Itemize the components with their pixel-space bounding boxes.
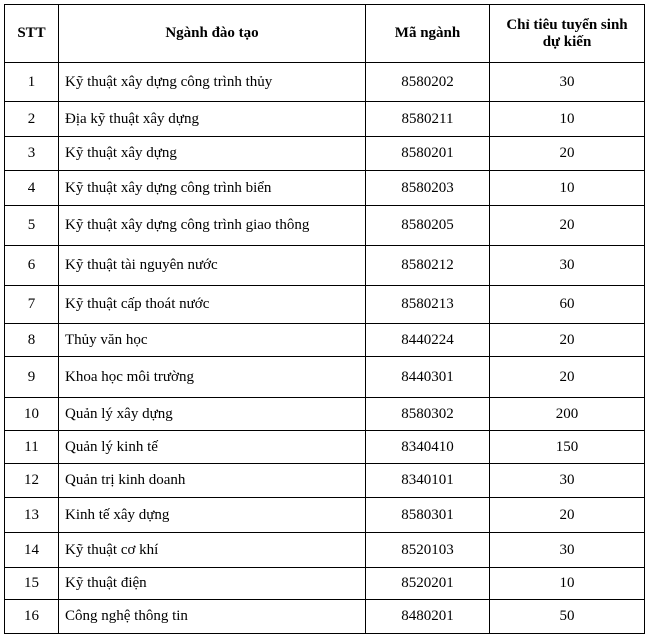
table-row bbox=[5, 600, 645, 634]
cell-code: 8440301 bbox=[366, 357, 490, 398]
table-row bbox=[5, 286, 645, 324]
cell-quota: 20 bbox=[490, 137, 645, 171]
cell-major: Kỹ thuật tài nguyên nước bbox=[59, 246, 366, 286]
cell-stt: 6 bbox=[5, 246, 59, 286]
table-row bbox=[5, 464, 645, 498]
cell-code: 8580301 bbox=[366, 498, 490, 533]
cell-code: 8580211 bbox=[366, 102, 490, 137]
cell-stt: 16 bbox=[5, 600, 59, 634]
cell-major: Kỹ thuật cơ khí bbox=[59, 533, 366, 568]
cell-major: Quản lý kinh tế bbox=[59, 431, 366, 464]
cell-major: Kỹ thuật xây dựng công trình thủy bbox=[59, 63, 366, 102]
cell-stt: 10 bbox=[5, 398, 59, 431]
table-row bbox=[5, 568, 645, 600]
table-row bbox=[5, 498, 645, 533]
table-row bbox=[5, 102, 645, 137]
cell-quota: 10 bbox=[490, 102, 645, 137]
cell-major: Công nghệ thông tin bbox=[59, 600, 366, 634]
cell-quota: 150 bbox=[490, 431, 645, 464]
table-row bbox=[5, 431, 645, 464]
cell-quota: 20 bbox=[490, 324, 645, 357]
table-row bbox=[5, 357, 645, 398]
cell-major: Địa kỹ thuật xây dựng bbox=[59, 102, 366, 137]
cell-major: Quản trị kinh doanh bbox=[59, 464, 366, 498]
cell-code: 8580203 bbox=[366, 171, 490, 206]
table-body bbox=[5, 63, 645, 634]
header-major: Ngành đào tạo bbox=[59, 5, 366, 63]
cell-stt: 8 bbox=[5, 324, 59, 357]
cell-quota: 20 bbox=[490, 357, 645, 398]
table-row bbox=[5, 533, 645, 568]
table-row bbox=[5, 206, 645, 246]
cell-quota: 30 bbox=[490, 533, 645, 568]
cell-major: Kỹ thuật điện bbox=[59, 568, 366, 600]
cell-code: 8340410 bbox=[366, 431, 490, 464]
cell-stt: 4 bbox=[5, 171, 59, 206]
cell-major: Quản lý xây dựng bbox=[59, 398, 366, 431]
cell-quota: 30 bbox=[490, 464, 645, 498]
cell-quota: 30 bbox=[490, 246, 645, 286]
cell-quota: 20 bbox=[490, 206, 645, 246]
cell-stt: 7 bbox=[5, 286, 59, 324]
table-row bbox=[5, 398, 645, 431]
cell-code: 8580205 bbox=[366, 206, 490, 246]
cell-code: 8580201 bbox=[366, 137, 490, 171]
cell-major: Khoa học môi trường bbox=[59, 357, 366, 398]
cell-stt: 13 bbox=[5, 498, 59, 533]
cell-stt: 9 bbox=[5, 357, 59, 398]
cell-quota: 200 bbox=[490, 398, 645, 431]
cell-major: Kỹ thuật xây dựng bbox=[59, 137, 366, 171]
cell-stt: 5 bbox=[5, 206, 59, 246]
cell-quota: 10 bbox=[490, 568, 645, 600]
cell-quota: 20 bbox=[490, 498, 645, 533]
cell-major: Kỹ thuật xây dựng công trình giao thông bbox=[59, 206, 366, 246]
cell-code: 8580213 bbox=[366, 286, 490, 324]
cell-quota: 10 bbox=[490, 171, 645, 206]
table-row bbox=[5, 324, 645, 357]
cell-quota: 60 bbox=[490, 286, 645, 324]
cell-code: 8580212 bbox=[366, 246, 490, 286]
cell-code: 8520103 bbox=[366, 533, 490, 568]
cell-stt: 12 bbox=[5, 464, 59, 498]
cell-stt: 1 bbox=[5, 63, 59, 102]
cell-stt: 15 bbox=[5, 568, 59, 600]
cell-code: 8520201 bbox=[366, 568, 490, 600]
cell-stt: 2 bbox=[5, 102, 59, 137]
cell-major: Thủy văn học bbox=[59, 324, 366, 357]
cell-major: Kinh tế xây dựng bbox=[59, 498, 366, 533]
admissions-table bbox=[4, 4, 645, 634]
table-row bbox=[5, 171, 645, 206]
cell-code: 8580202 bbox=[366, 63, 490, 102]
cell-code: 8340101 bbox=[366, 464, 490, 498]
cell-quota: 30 bbox=[490, 63, 645, 102]
cell-code: 8480201 bbox=[366, 600, 490, 634]
header-row bbox=[5, 5, 645, 63]
cell-stt: 14 bbox=[5, 533, 59, 568]
table-row bbox=[5, 246, 645, 286]
cell-quota: 50 bbox=[490, 600, 645, 634]
header-quota: Chỉ tiêu tuyển sinh dự kiến bbox=[490, 5, 645, 63]
cell-code: 8580302 bbox=[366, 398, 490, 431]
header-stt: STT bbox=[5, 5, 59, 63]
header-code: Mã ngành bbox=[366, 5, 490, 63]
cell-major: Kỹ thuật xây dựng công trình biển bbox=[59, 171, 366, 206]
table-row bbox=[5, 137, 645, 171]
table-row bbox=[5, 63, 645, 102]
cell-stt: 11 bbox=[5, 431, 59, 464]
cell-major: Kỹ thuật cấp thoát nước bbox=[59, 286, 366, 324]
cell-code: 8440224 bbox=[366, 324, 490, 357]
cell-stt: 3 bbox=[5, 137, 59, 171]
